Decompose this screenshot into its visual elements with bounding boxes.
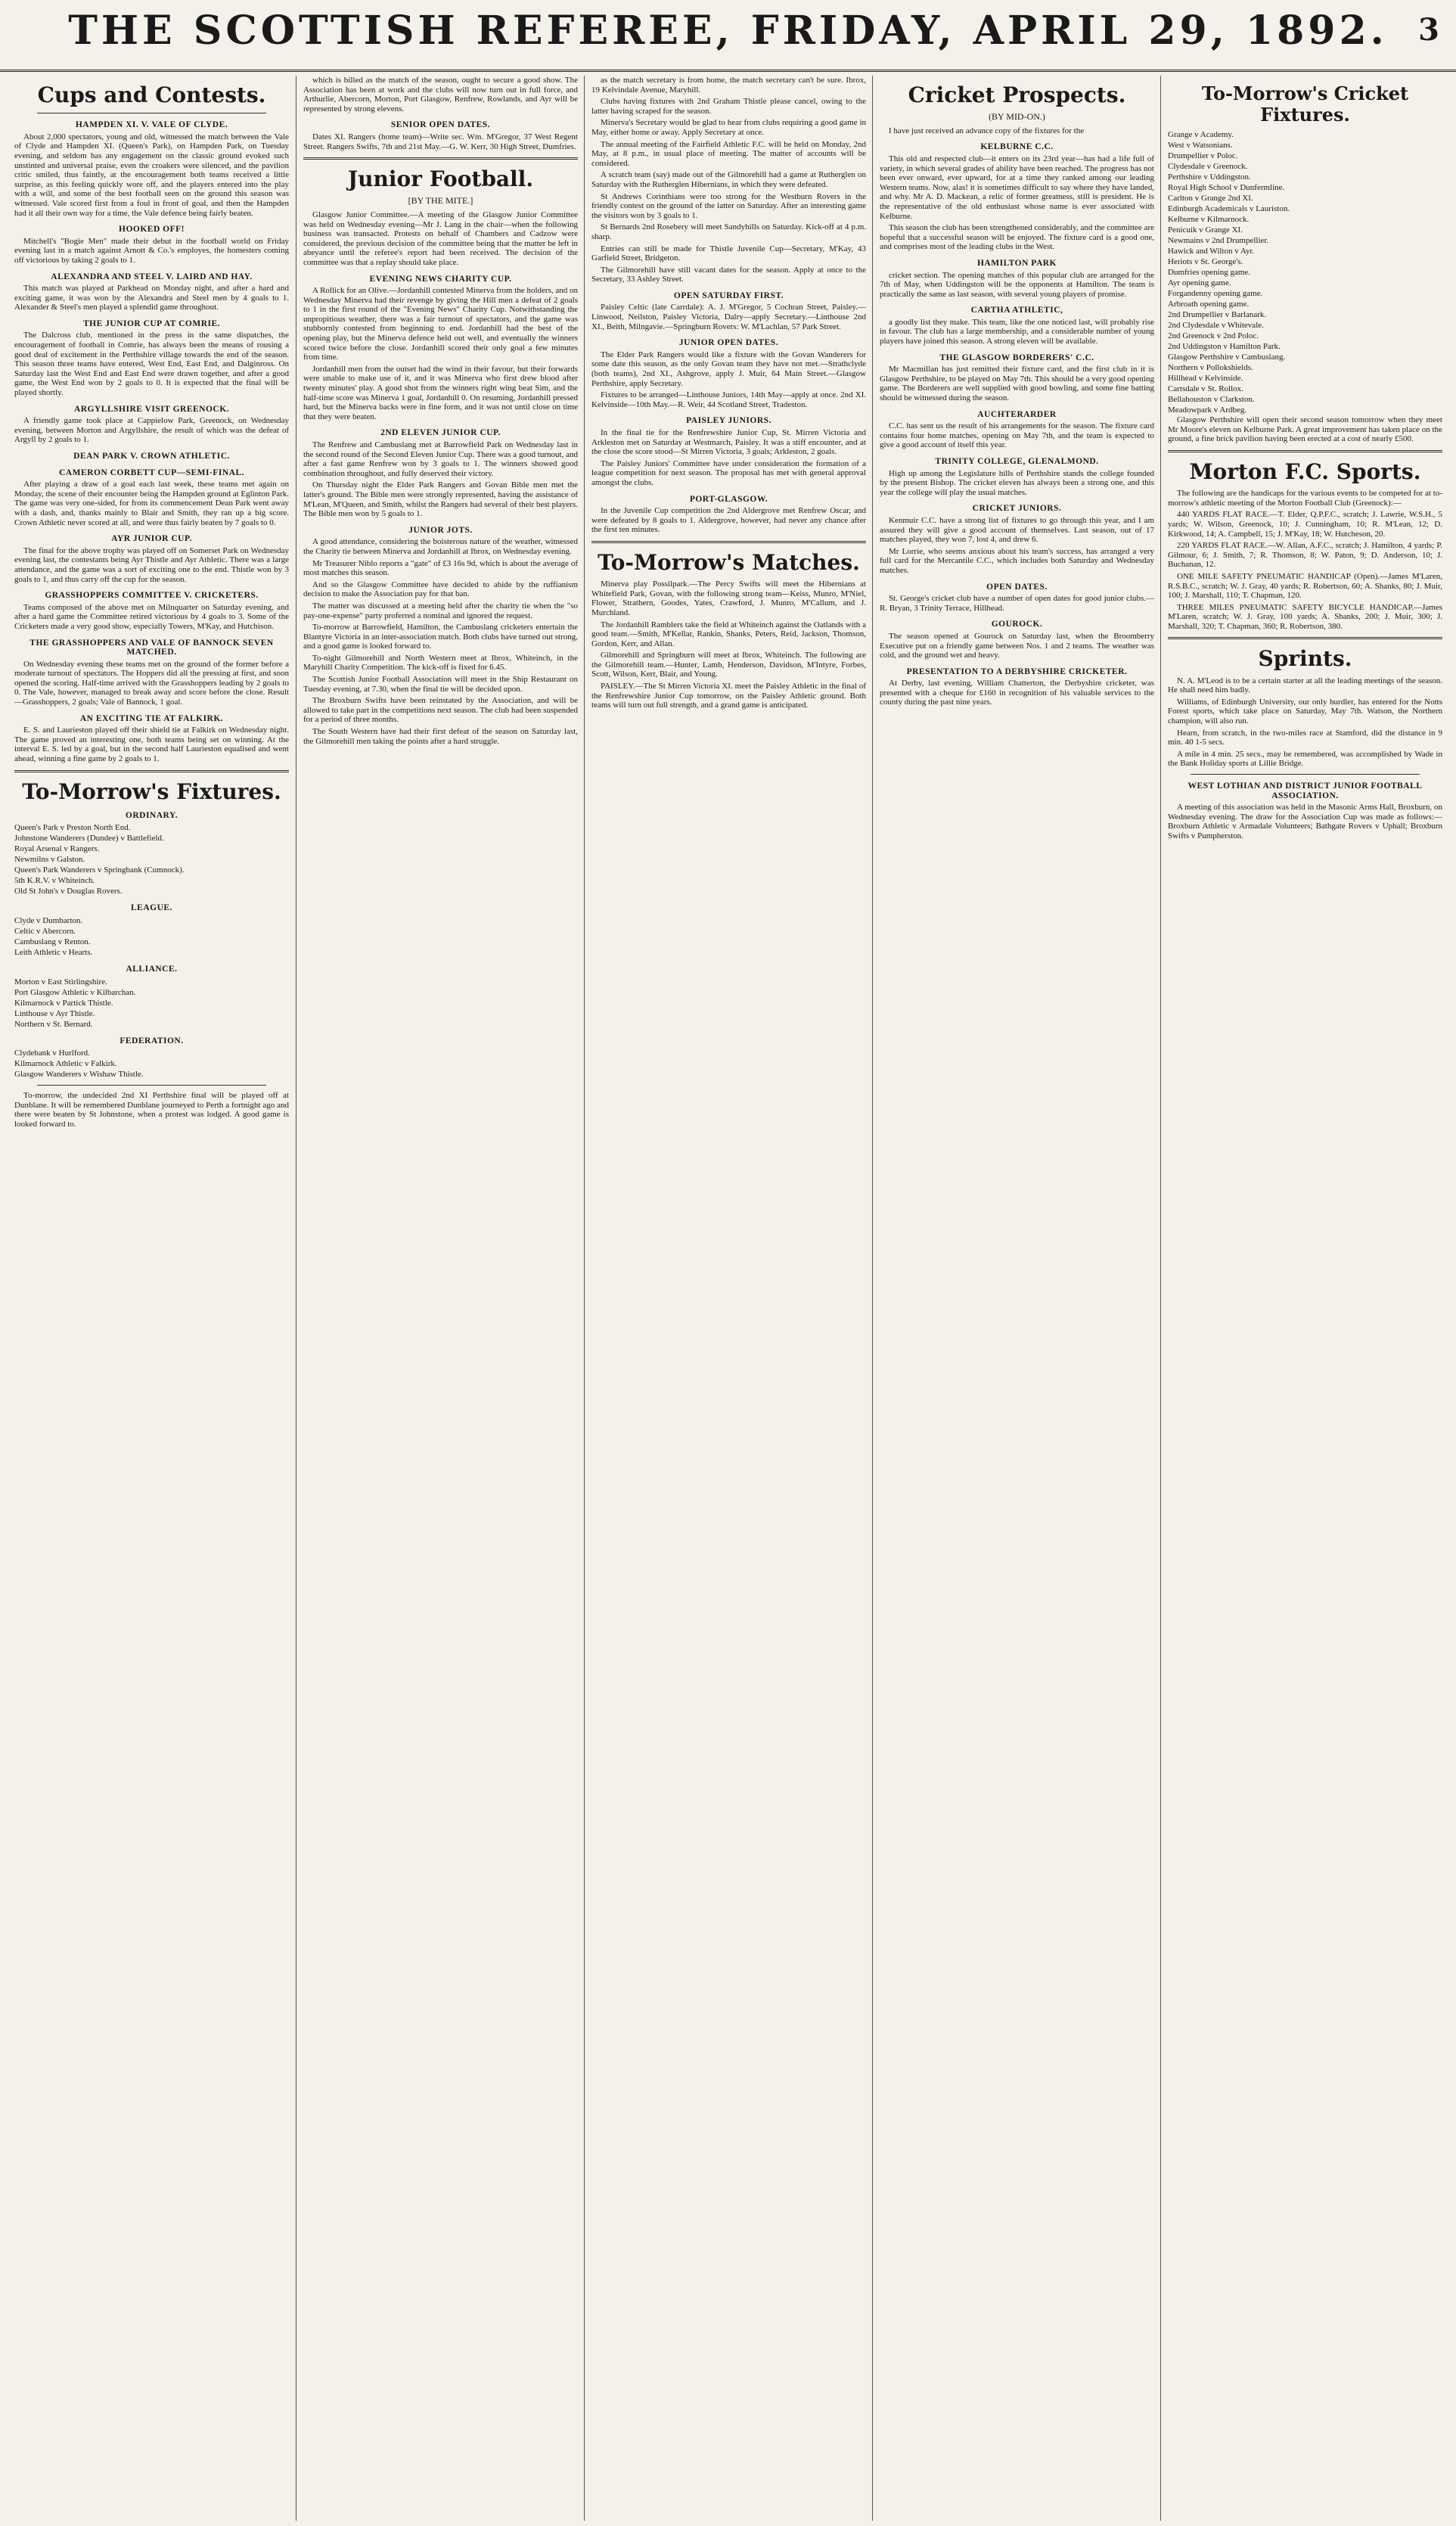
article-text: A good attendance, considering the boisterous nature of the weather, witnessed the Charity tie between Minerva and Jordanhill at Ibrox, on Wednesday evening. [303,537,578,556]
column-1 [8,76,296,2521]
article-text: E. S. and Laurieston played off their shield tie at Falkirk on Wednesday night. The game proved an interesting one, both teams being set on winning. At the interval E. S. led by a goal, but in the second half Laurieston equalised and went ahead, winning a fine game by 2 goals to 1. [14,725,289,764]
article-text: About 2,000 spectators, young and old, witnessed the match between the Vale of Clyde and Hampden XI. (Queen's Park), on Hampden Park, on Tuesday evening, and seldom has any engagement on the classic ground evoked such unstinted and universal praise, even the croakers were silenced, and the pavilion critic smiled, thus faintly, at the encouragement both teams received a little surprise, as this feeling quickly wore off, and the players entered into the play with a will, and some of the best football seen on the ground this season was witnessed. Vale scored first from a foul in front of goal, and then the Hampden had it all their own way for a time, the Vale defence being fairly beaten. [14,132,289,218]
fixture-item: Kilmarnock Athletic v Falkirk. [14,1059,117,1069]
fixture-item: Queen's Park v Preston North End. [14,823,131,833]
subheading: AN EXCITING TIE AT FALKIRK. [79,713,224,723]
article-text: The final for the above trophy was played off on Somerset Park on Wednesday evening last, the contestants being Ayr Thistle and Ayr Athletic. There was a large attendance, and the game was a sort of exciting one to the end. Thistle won by 3 goals to 1, and thus carry off the cup for the season. [14,545,289,584]
article-text: In the Juvenile Cup competition the 2nd Aldergrove met Renfrew Oscar, and were defeated by 8 goals to 1. Aldergrove, however, had never any chance after the first ten minutes. [591,506,866,535]
fixture-list [1168,129,1442,415]
fixture-item: Heriots v St. George's. [1168,257,1243,267]
fixtures-heading: To-Morrow's Fixtures. [22,778,281,804]
article-text: Mr Lorrie, who seems anxious about his team's success, has arranged a very full card for the Mercantile C.C., which includes both Saturday and Wednesday matches. [880,546,1154,575]
columns [8,76,1448,2521]
article-text: The matter was discussed at a meeting held after the charity tie when the "so pay-one-expense" party proferred a nominal and ignored the request. [303,601,578,620]
fixtures-subheading: LEAGUE. [131,903,172,913]
subheading: THE JUNIOR CUP AT COMRIE. [82,318,221,328]
article-text: And so the Glasgow Committee have decided to abide by the ruffianism decision to make the Association pay for that ban. [303,579,578,599]
fixture-item: Glasgow Wanderers v Wishaw Thistle. [14,1070,144,1080]
fixture-item: Dumfries opening game. [1168,268,1251,278]
article-text: The Elder Park Rangers would like a fixture with the Govan Wanderers for some date this season, as the only Govan team they have not met.—Strathclyde (both teams), 2nd XI., Ashgrove, apply J. Muir, 64 Main Street.—Glasgow Perthshire, apply Secretary. [591,350,866,388]
article-text: Paisley Celtic (late Carrdale): A. J. M'Gregor, 5 Cochran Street, Paisley.—Linwood, Neilston, Paisley Victoria, Dalry—apply Secretary.—Linthouse 2nd XI., Beith, Milngavie.—Springburn Rovers: W. M'Lachlan, 57 Park Street. [591,303,866,331]
article-text: The season opened at Gourock on Saturday last, when the Broomberry Executive put on a friendly game between Nos. 1 and 2 teams. The weather was cold, and the ground wet and heavy. [880,631,1154,660]
subheading: CARTHA ATHLETIC, [970,306,1063,315]
article-text: a goodly list they make. This team, like the one noticed last, will probably rise in favour. The club has a large membership, and a considerable number of young players have joined this season. A strong eleven will be available. [880,317,1154,346]
article-text: 440 YARDS FLAT RACE.—T. Elder, Q.P.F.C., scratch; J. Lawrie, W.S.H., 5 yards; W. Wilson, Greenock, 10; J. Cunningham, 10; R. M'Lean, 12; D. Kirkwood, 14; A. Campbell, 15; J. M'Kay, 18; W. Hutcheson, 20. [1168,510,1442,539]
page-number: 3 [1418,12,1439,48]
fixture-item: Leith Athletic v Hearts. [14,948,93,957]
article-text: A meeting of this association was held in the Masonic Arms Hall, Broxburn, on Wednesday evening. The draw for the Association Cup was made as follows:—Broxburn Athletic v Armadale Volunteers; Bathgate Rovers v Uphall; Broxburn Swifts v Pumpherston. [1168,803,1442,840]
fixtures-subheading: ORDINARY. [125,810,179,820]
subheading: SENIOR OPEN DATES. [390,120,491,130]
fixture-item: Forgandenny opening game. [1168,289,1263,299]
article-text: A mile in 4 min. 25 secs., may be remembered, was accomplished by Wade in the Bank Holiday sports at Lillie Bridge. [1168,749,1442,769]
matches-heading: To-Morrow's Matches. [598,549,860,575]
fixture-item: Bellahouston v Clarkston. [1168,395,1255,405]
cups-contests-heading: Cups and Contests. [37,82,266,107]
subheading: DEAN PARK V. CROWN ATHLETIC. [73,452,230,461]
fixture-item: Royal High School v Dunfermline. [1168,183,1285,193]
fixture-item: Perthshire v Uddingston. [1168,172,1251,182]
fixture-list [14,977,289,1030]
subheading: CRICKET JUNIORS. [972,504,1062,514]
fixture-item: Cartsdale v St. Rollox. [1168,384,1243,394]
article-text: 220 YARDS FLAT RACE.—W. Allan, A.F.C., scratch; J. Hamilton, 4 yards; P. Gilmour, 6; J. Smith, 7; R. Thomson, 8; W. Paton, 9; D. Anderson, 10; J. Buchanan, 12. [1168,541,1442,570]
article-text: A Rollick for an Olive.—Jordanhill contested Minerva from the holders, and on Wednesday Minerva had their revenge by giving the Hill men a defeat of 2 goals to 1 in the first round of the "Evening News" Charity Cup. Notwithstanding the unpropitious weather, there was a fair turnout of spectators, and the game was stubbornly contested from beginning to end. Jordanhill had the best of the opening play, but the Minerva defence held out well, and eventually the winners scored twice before the close. Jordanhill scored their only goal a few minutes from time. [303,286,579,362]
fixture-item: Port Glasgow Athletic v Kilbarchan. [14,987,136,997]
fixture-item: Drumpellier v Poloc. [1168,151,1238,161]
fixture-item: Royal Arsenal v Rangers. [14,844,100,854]
article-text: The Paisley Juniors' Committee have under consideration the formation of a league competition for next season. The proposal has met with general approval amongst the clubs. [591,458,866,487]
fixture-list [14,822,289,896]
subheading: CAMERON CORBETT CUP—SEMI-FINAL. [59,468,244,477]
article-text: St Andrews Corinthians were too strong for the Westburn Rovers in the friendly contest on the ground of the latter on Saturday. After an interesting game the visitors won by 3 goals to 1. [591,191,866,220]
article-text: Glasgow Perthshire will open their second season tomorrow when they meet Mr Moore's eleven on Kelburne Park. A great improvement has taken place on the ground, a fine brick pavilion having been erected at a cost of nearly £500. [1168,415,1442,444]
subheading: THE GRASSHOPPERS AND VALE OF BANNOCK SEVEN MATCHED. [29,638,274,657]
article-text: Mitchell's "Bogie Men" made their debut in the football world on Friday evening last in a match against Arnott & Co.'s employes, the homesters coming off victorious by taking 2 goals to 1. [14,236,289,265]
article-text: Mr Treasurer Niblo reports a "gate" of £3 16s 9d, which is about the average of most matches this season. [303,558,578,578]
article-text: Clubs having fixtures with 2nd Graham Thistle please cancel, owing to the latter having scraped for the season. [591,97,866,116]
article-text: On Wednesday evening these teams met on the ground of the former before a moderate turnout of spectators. The Hoppers did all the pressing at first, and soon opened the scoring. Half-time arrived with the Grasshoppers leading by 2 goals to 0. The Vale, however, managed to break away and score before the close. Result—Grasshoppers, 2 goals; Vale of Bannock, 1 goal. [14,659,289,707]
fixture-item: Johnstone Wanderers (Dundee) v Battlefield. [14,834,164,844]
article-text: After playing a draw of a goal each last week, these teams met again on Monday, the scene of their encounter being the Hampden ground at Eglinton Park. The game was very one-sided, for from its commencement Dean Park went away with a dash, and, thanks mainly to Blair and Smith, they ran up a big score. Crown Athletic never scored at all, and were thus fairly beaten by 7 goals to 0. [14,480,289,527]
fixture-item: Kilmarnock v Partick Thistle. [14,998,113,1008]
article-text: To-morrow at Barrowfield, Hamilton, the Cambuslang cricketers entertain the Blantyre Victoria in an inter-association match. Both clubs have turned out strong, and a good game is looked forward to. [303,623,578,651]
fixture-item: Edinburgh Academicals v Lauriston. [1168,204,1290,214]
subheading: JUNIOR JOTS. [408,525,473,535]
subheading: ARGYLLSHIRE VISIT GREENOCK. [73,404,230,414]
article-text: Teams composed of the above met on Milnquarter on Saturday evening, and after a hard game the Committee retired victorious by 4 goals to 3. Some of the Cricketers made a very good show, especially Towers, M'Kay, and Hutchison. [14,602,289,631]
subheading: EVENING NEWS CHARITY CUP. [369,274,512,284]
divider [1191,774,1420,775]
sprints-heading: Sprints. [1258,646,1352,672]
article-text: Dates XI. Rangers (home team)—Write sec. Wm. M'Gregor, 37 West Regent Street. Rangers Swifts, 7th and 21st May.—G. W. Kerr, 30 High Street, Dumfries. [303,132,578,151]
article-text: N. A. M'Leod is to be a certain starter at all the leading meetings of the season. He shall need him badly. [1168,676,1442,695]
fixture-item: Glasgow Perthshire v Cambuslang. [1168,353,1286,362]
column-5 [1160,76,1449,2521]
fixture-item: 2nd Uddingston v Hamilton Park. [1168,342,1281,352]
fixture-item: Cambuslang v Renton. [14,937,91,946]
morton-sports-heading: Morton F.C. Sports. [1189,458,1421,484]
article-text: THREE MILES PNEUMATIC SAFETY BICYCLE HANDICAP.—James M'Laren, scratch; W. J. Gray, 100 yards; A. Shanks, 200; J. Muir, 300; J. Marshall, 320; T. Chapman, 360; R. Robertson, 380. [1168,602,1442,631]
article-text: A friendly game took place at Cappielow Park, Greenock, on Wednesday evening, between Morton and Argyllshire, the result of which was the defeat of Argyll by 2 goals to 1. [14,416,289,445]
fixture-item: Meadowpark v Ardbeg. [1168,405,1247,415]
fixture-item: Northern v St. Bernard. [14,1019,93,1029]
article-text: In the final tie for the Renfrewshire Junior Cup, St. Mirren Victoria and Arkleston met on Saturday at Westmarch, Paisley. It was a stiff encounter, and at the close the score stood—St Mirren Victoria, 3 goals; Arkleston, 2 goals. [591,428,866,457]
fixture-item: 2nd Greenock v 2nd Poloc. [1168,331,1259,341]
article-text: C.C. has sent us the result of his arrangements for the season. The fixture card contains four home matches, opening on May 7th, and the team is expected to give a good account of itself this year. [880,421,1154,450]
article-text: Minerva play Possilpark.—The Percy Swifts will meet the Hibernians at Whitefield Park, Govan, with the following strong team—Keiss, Munro, M'Niel, Flower, Strathern, Goodes, Yates, Crawford, J. Munro, M'Callum, and J. Murchland. [591,579,866,617]
article-text: The Scottish Junior Football Association will meet in the Ship Restaurant on Tuesday evening, at 7.30, when the final tie will be decided upon. [303,675,578,694]
fixture-item: Hillhead v Kelvinside. [1168,374,1243,384]
subheading: 2ND ELEVEN JUNIOR CUP. [380,428,501,438]
subheading: OPEN DATES. [986,582,1048,592]
article-text: Williams, of Edinburgh University, our only hurdler, has entered for the Notts Forest sports, which take place on Saturday, May 7th. Watson, the Northern champion, will also run. [1168,697,1442,726]
article-text: Mr Macmillan has just remitted their fixture card, and the first club in it is Glasgow Perthshire, to be played on May 7th. This should be a very good opening game. The Borderers are well supplied with good bowling, and some fine batting should be witnessed during the season. [880,365,1154,403]
article-text: The Gilmorehill have still vacant dates for the season. Apply at once to the Secretary, 33 Ashley Street. [591,265,866,284]
article-text: At Derby, last evening, William Chatterton, the Derbyshire cricketer, was presented with a cheque for £160 in recognition of his valuable services to the county during the past nine years. [880,679,1154,707]
fixture-list [14,1048,289,1080]
subheading: AUCHTERARDER [977,409,1057,419]
fixture-item: Grange v Academy. [1168,130,1234,140]
subheading: HAMPDEN XI. V. VALE OF CLYDE. [75,120,228,130]
article-text: St Bernards 2nd Rosebery will meet Sandyhills on Saturday. Kick-off at 4 p.m. sharp. [591,222,866,241]
article-text: High up among the Legislature hills of Perthshire stands the college founded by the present Bishop. The cricket eleven has always been a strong one, and this year the college will play the usual matches. [880,468,1154,497]
newspaper-title: THE SCOTTISH REFEREE, FRIDAY, APRIL 29, 1892. [68,8,1388,54]
article-text: Kenmuir C.C. have a strong list of fixtures to go through this year, and I am assured they will give a good account of themselves. Last season, out of 17 matches played, they won 7, lost 4, and drew 6. [880,515,1154,545]
fixture-item: Newmilns v Galston. [14,855,85,865]
subheading: OPEN SATURDAY FIRST. [673,291,784,300]
article-text: To-night Gilmorehill and North Western meet at Ibrox, Whiteinch, in the Maryhill Charity Competition. The kick-off is fixed for 6.45. [303,653,578,673]
fixture-item: Ayr opening game. [1168,278,1231,288]
article-text: Hearn, from scratch, in the two-miles race at Stamford, did the distance in 9 min. 40 1-5 secs. [1168,728,1442,747]
subheading: KELBURNE C.C. [980,142,1054,152]
article-text: Fixtures to be arranged—Linthouse Juniors, 14th May—apply at once. 2nd XI. Kelvinside—10th May.—R. Weir, 44 Scotland Street, Tradeston. [591,390,866,409]
divider [14,770,289,772]
cricket-prospects-heading: Cricket Prospects. [908,82,1126,107]
article-text: Minerva's Secretary would be glad to hear from clubs requiring a good game in May, either home or away. Apply Secretary at once. [591,118,866,137]
fixtures-subheading: FEDERATION. [120,1036,184,1046]
fixture-item: Northern v Pollokshields. [1168,363,1253,373]
cricket-fixtures-heading: To-Morrow's Cricket Fixtures. [1201,82,1409,126]
article-text: I have just received an advance copy of the fixtures for the [889,126,1085,135]
fixture-item: Newmains v 2nd Drumpellier. [1168,236,1269,246]
subheading: AYR JUNIOR CUP. [111,534,192,544]
subheading: GRASSHOPPERS COMMITTEE V. CRICKETERS. [45,591,259,601]
article-text: Gilmorehill and Springburn will meet at Ibrox, Whiteinch. The following are the Gilmorehill team.—Hunter, Lamb, Henderson, Davidson, M'Intyre, Forbes, Scott, Wilson, Kerr, Blair, and Young. [591,651,866,679]
article-text: Jordanhill men from the outset had the wind in their favour, but their forwards were unable to make use of it, and it was Minerva who first drew blood after twenty minutes' play. A good shot from the winners right wing beat Sim, and the half-time score was Minerva 1 goal, Jordanhill 0. On resuming, Jordanhill pressed hard, but the Minerva backs were in fine form, and it was not until close on time that they were beaten. [303,364,578,421]
subheading: THE GLASGOW BORDERERS' C.C. [939,353,1094,362]
article-text: The Dalcross club, mentioned in the press in the same dispatches, the encouragement of football in Comrie, has always been the means of rousing a good deal of excitement in the Perthshire village towards the end of the season. This season three teams have entered, West End, East End, and Dalginross. On Saturday last the West End and East End were drawn together, and after a good game, the West End won by 2 goals to 0. It is expected that the final will be played shortly. [14,331,289,398]
fixtures-subheading: ALLIANCE. [126,965,178,974]
article-text: The annual meeting of the Fairfield Athletic F.C. will be held on Monday, 2nd May, at 8 p.m., in usual place of meeting. The matter of accounts will be considered. [591,139,866,168]
fixture-item: Clydesdale v Greenock. [1168,162,1248,172]
article-text: Glasgow Junior Committee.—A meeting of the Glasgow Junior Committee was held on Wednesday evening—Mr J. Lang in the chair—when the following business was transacted. Protests on behalf of Chambers and Cadzow were considered, the previous decision of the committee being that the matter be left in abeyance until the referee's report had been received. The decision of the committee was that a replay should take place. [303,210,578,267]
subheading: PRESENTATION TO A DERBYSHIRE CRICKETER. [906,666,1128,676]
article-text: This old and respected club—it enters on its 23rd year—has had a life full of variety, in which several grades of ability have been reached. The progress has not been ever onward, ever upward, for at a time they ranked among our leading Western teams. Now, alas! it is sometimes difficult to say where they have landed, and why. Mr A. D. Mackean, a relic of former greatness, still is president. He is the representative of the old enthusiast whose name is ever associated with Kelburne. [880,154,1154,221]
fixture-item: Penicuik v Grange XI. [1168,225,1243,235]
fixture-item: Old St John's v Douglas Rovers. [14,887,123,896]
subheading: PAISLEY JUNIORS. [686,416,771,426]
fixture-item: Clydebank v Hurlford. [14,1049,90,1058]
article-text: This match was played at Parkhead on Monday night, and after a hard and exciting game, it was won by the Alexandra and Steel men by 4 goals to 1. Alexander & Steel's men played a splendid game throughout. [14,284,289,312]
byline: [BY THE MITE.] [408,195,473,207]
article-text: PAISLEY.—The St Mirren Victoria XI. meet the Paisley Athletic in the final of the Renfrewshire Junior Cup tomorrow, on the Paisley Athletic ground. Both teams will turn out full strength, and a grand game is anticipated. [591,682,866,710]
article-text: To-morrow, the undecided 2nd XI Perthshire final will be played off at Dunblane. It will be remembered Dunblane journeyed to Perth a fortnight ago and there were beaten by St Johnstone, when a protest was lodged. A good game is looked forward to. [14,1091,289,1129]
fixture-item: Celtic v Abercorn. [14,927,76,936]
divider [1168,637,1442,639]
fixture-item: Morton v East Stirlingshire. [14,977,107,986]
subheading: TRINITY COLLEGE, GLENALMOND. [935,457,1099,466]
article-text: which is billed as the match of the season, ought to secure a good show. The Association has been at work and the clubs will now turn out in full force, and Arthurlie, Abercorn, Morton, Port Glasgow, Renfrew, Rowlands, and Ayr will be represented by strong elevens. [303,76,578,113]
article-text: St. George's cricket club have a number of open dates for good junior clubs.—R. Bryan, 3 Trinity Terrace, Hillhead. [880,594,1154,613]
fixture-item: 2nd Clydesdale v Whitevale. [1168,321,1264,331]
article-text: The Broxburn Swifts have been reinstated by the Association, and will be allowed to take part in the competitions next season. The club had been suspended for a period of three months. [303,696,578,725]
fixture-item: Hawick and Wilton v Ayr. [1168,247,1255,256]
masthead [0,0,1456,72]
fixture-item: 2nd Drumpellier v Barlanark. [1168,310,1267,320]
subheading: GOUROCK. [991,620,1043,629]
subheading: HAMILTON PARK [976,258,1057,268]
fixture-item: Linthouse v Ayr Thistle. [14,1008,95,1018]
divider [37,1085,266,1086]
fixture-item: Kelburne v Kilmarnock. [1168,215,1250,225]
article-text: The South Western have had their first defeat of the season on Saturday last, the Gilmorehill men taking the points after a hard struggle. [303,727,578,746]
article-text: The Jordanhill Ramblers take the field at Whiteinch against the Oatlands with a good team.—Smith, M'Kellar, Rankin, Shanks, Peters, Reid, Jackson, Thomson, Gordon, Kerr, and Allan. [591,620,866,648]
subheading: PORT-GLASGOW. [689,494,768,504]
fixture-item: Clyde v Dumbarton. [14,916,83,925]
fixture-item: Carlton v Grange 2nd XI. [1168,194,1253,204]
divider [303,157,578,160]
article-text: ONE MILE SAFETY PNEUMATIC HANDICAP (Open).—James M'Laren, R.S.B.C., scratch; W. J. Gray, 40 yards; R. Robertson, 60; A. Shanks, 80; J. Muir, 100; J. Marshall, 110; T. Chapman, 120. [1168,571,1442,601]
article-text: Entries can still be made for Thistle Juvenile Cup—Secretary, M'Kay, 43 Garfield Street, Bridgeton. [591,244,866,263]
subheading: HOOKED OFF! [119,225,185,235]
divider [1168,450,1442,452]
byline: (BY MID-ON.) [989,111,1045,123]
divider [591,541,866,543]
article-text: A scratch team (say) made out of the Gilmorehill had a game at Rutherglen on Saturday with the Rutherglen Hibernians, in which they were defeated. [591,170,866,189]
article-text: as the match secretary is from home, the match secretary can't be sure. Ibrox, 19 Kelvindale Avenue, Maryhill. [591,76,866,95]
article-text: On Thursday night the Elder Park Rangers and Govan Bible men met the latter's ground. The Bible men were strongly represented, having the assistance of M'Lean, M'Queen, and Smith, whilst the Rangers had several of their best players. The Bible men won by 5 goals to 1. [303,480,578,519]
fixture-item: West v Watsonians. [1168,141,1233,151]
fixture-list [14,915,289,958]
article-text: cricket section. The opening matches of this popular club are arranged for the 7th of May, when Uddingston will be the opponents at Hamilton. The team is practically the same as last season, with several young players of promise. [880,270,1154,299]
fixture-item: Queen's Park Wanderers v Springbank (Cumnock). [14,865,185,875]
article-text: This season the club has been strengthened considerably, and the committee are hopeful that a successful season will be enjoyed. The fixture card is a good one, and comprises most of the leading clubs in the West. [880,223,1154,252]
subheading: JUNIOR OPEN DATES. [678,338,779,348]
junior-football-heading: Junior Football. [347,166,534,192]
article-text: The Renfrew and Cambuslang met at Barrowfield Park on Wednesday last in the second round of the Second Eleven Junior Cup. There was a good turnout, and after a fast game Renfrew won by 3 goals to 1. The winners showed good combination throughout, and fully deserved their victory. [303,440,578,478]
subheading: WEST LOTHIAN AND DISTRICT JUNIOR FOOTBALL ASSOCIATION. [1187,781,1423,800]
column-3 [584,76,873,2521]
column-2 [296,76,585,2521]
article-text: The following are the handicaps for the various events to be competed for at to-morrow's athletic meeting of the Morton Football Club (Greenock):— [1168,489,1442,508]
fixture-item: Arbroath opening game. [1168,300,1250,309]
subheading: ALEXANDRA AND STEEL V. LAIRD AND HAY. [51,272,253,281]
fixture-item: 5th K.R.V. v Whiteinch. [14,876,95,886]
column-4 [872,76,1161,2521]
